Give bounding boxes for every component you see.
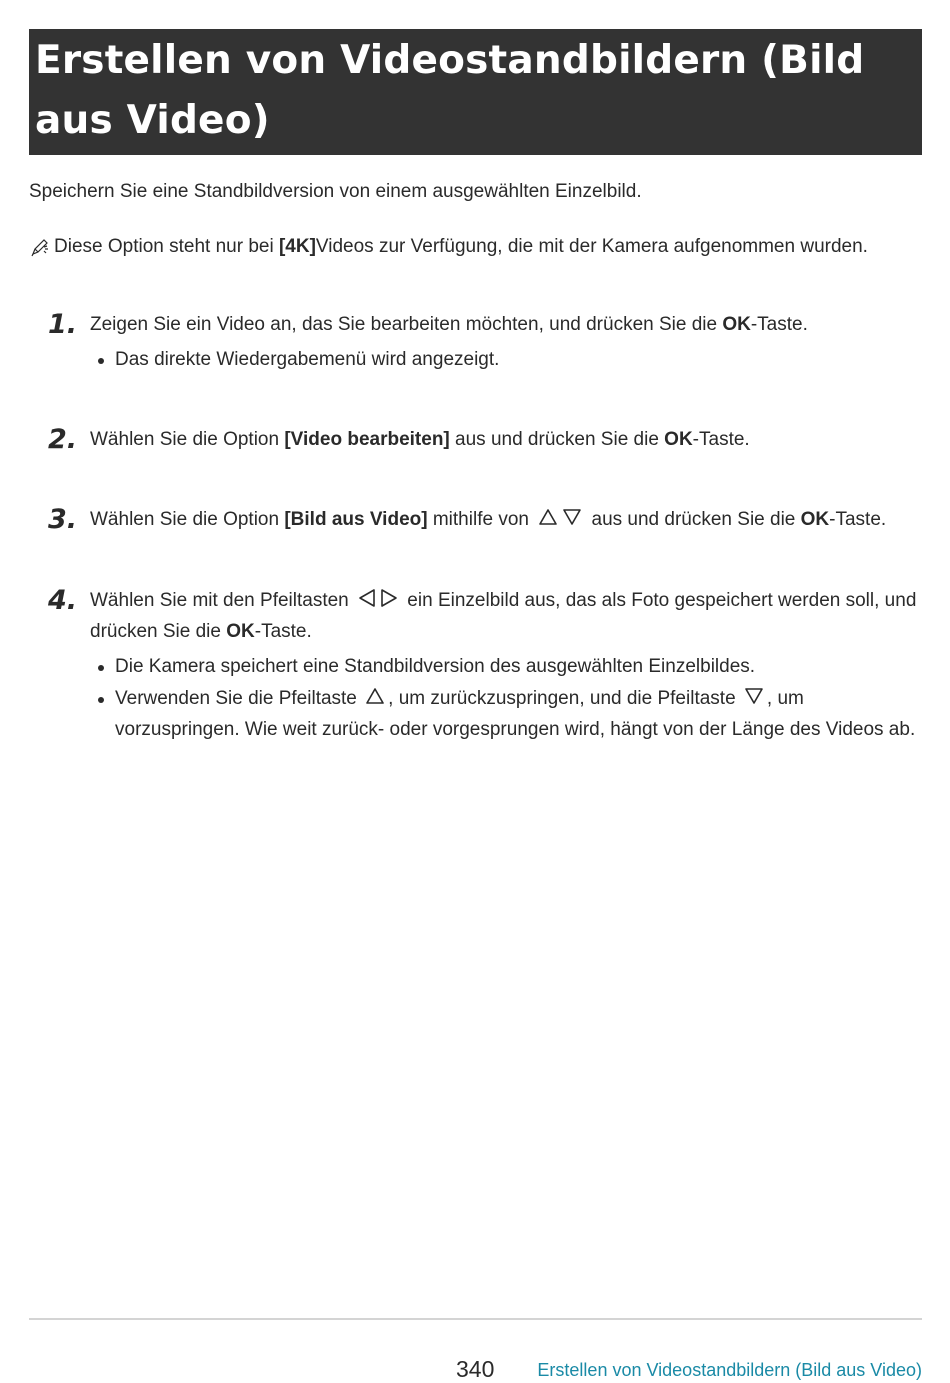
- step-2: [48, 425, 918, 454]
- list-item: [90, 345, 918, 374]
- list-item: [90, 684, 918, 744]
- bullet-list: [90, 345, 918, 374]
- step-text-part: mithilfe von: [427, 509, 535, 530]
- step-3: [48, 505, 918, 536]
- ok-label: OK: [722, 314, 751, 335]
- step-text: [90, 425, 918, 454]
- step-text-part: Wählen Sie die Option: [90, 509, 285, 530]
- bullet-dot: [98, 665, 104, 671]
- page-number: 340: [456, 1356, 495, 1382]
- menu-option-label: [Bild aus Video]: [284, 509, 428, 530]
- page-title: Erstellen von Videostandbildern (Bild aus Video): [35, 38, 865, 143]
- step-text-part: ein Einzelbild aus, das als Foto gespeichert werden soll, und drücken Sie die: [90, 590, 917, 642]
- bullet-text: Das direkte Wiedergabemenü wird angezeigt.: [115, 349, 500, 370]
- up-arrow-icon: [365, 686, 385, 715]
- step-number: 1.: [48, 309, 78, 340]
- step-1: [48, 310, 918, 377]
- step-text-part: aus und drücken Sie die: [586, 509, 801, 530]
- bullet-list: [90, 652, 918, 744]
- ok-label: OK: [664, 429, 693, 450]
- step-text: [90, 310, 918, 339]
- step-text-part: Zeigen Sie ein Video an, das Sie bearbeiten möchten, und drücken Sie die: [90, 314, 723, 335]
- step-text-part: -Taste.: [750, 314, 808, 335]
- step-text: [90, 505, 918, 536]
- list-item: [90, 652, 918, 681]
- step-4: [48, 586, 918, 747]
- bullet-text: , um vorzuspringen. Wie weit zurück- oder vorgesprungen wird, hängt von der Länge des Videos ab.: [115, 688, 916, 740]
- bullet-dot: [98, 697, 104, 703]
- step-text-part: Wählen Sie mit den Pfeiltasten: [90, 590, 355, 611]
- bullet-text: Verwenden Sie die Pfeiltaste: [115, 688, 363, 709]
- step-text: [90, 586, 918, 646]
- step-text-part: -Taste.: [692, 429, 750, 450]
- bullet-text: , um zurückzuspringen, und die Pfeiltaste: [388, 688, 741, 709]
- step-text-part: -Taste.: [254, 621, 312, 642]
- step-number: 3.: [48, 504, 78, 535]
- ok-label: OK: [226, 621, 255, 642]
- footer-section-link[interactable]: Erstellen von Videostandbildern (Bild aus Video): [537, 1360, 922, 1380]
- bullet-dot: [98, 358, 104, 364]
- step-text-part: aus und drücken Sie die: [449, 429, 665, 450]
- left-right-arrows-icon: [357, 588, 399, 617]
- bullet-text: Die Kamera speichert eine Standbildversion des ausgewählten Einzelbildes.: [115, 656, 756, 677]
- menu-option-label: [Video bearbeiten]: [284, 429, 450, 450]
- title-banner: [29, 29, 922, 155]
- note: [29, 233, 868, 261]
- step-number: 2.: [48, 424, 78, 455]
- down-arrow-icon: [744, 686, 764, 715]
- footer-divider: [29, 1318, 922, 1320]
- ok-label: OK: [800, 509, 830, 530]
- step-text-part: Wählen Sie die Option: [90, 429, 285, 450]
- note-text-before: Diese Option steht nur bei: [54, 236, 274, 257]
- tip-pencil-icon: [29, 236, 51, 258]
- note-bold-4k: [4K]: [278, 236, 316, 257]
- step-text-part: -Taste.: [829, 509, 887, 530]
- step-number: 4.: [48, 585, 78, 616]
- intro-text: Speichern Sie eine Standbildversion von einem ausgewählten Einzelbild.: [29, 181, 642, 202]
- note-text-after: Videos zur Verfügung, die mit der Kamera aufgenommen wurden.: [315, 236, 868, 257]
- up-down-arrows-icon: [537, 507, 583, 536]
